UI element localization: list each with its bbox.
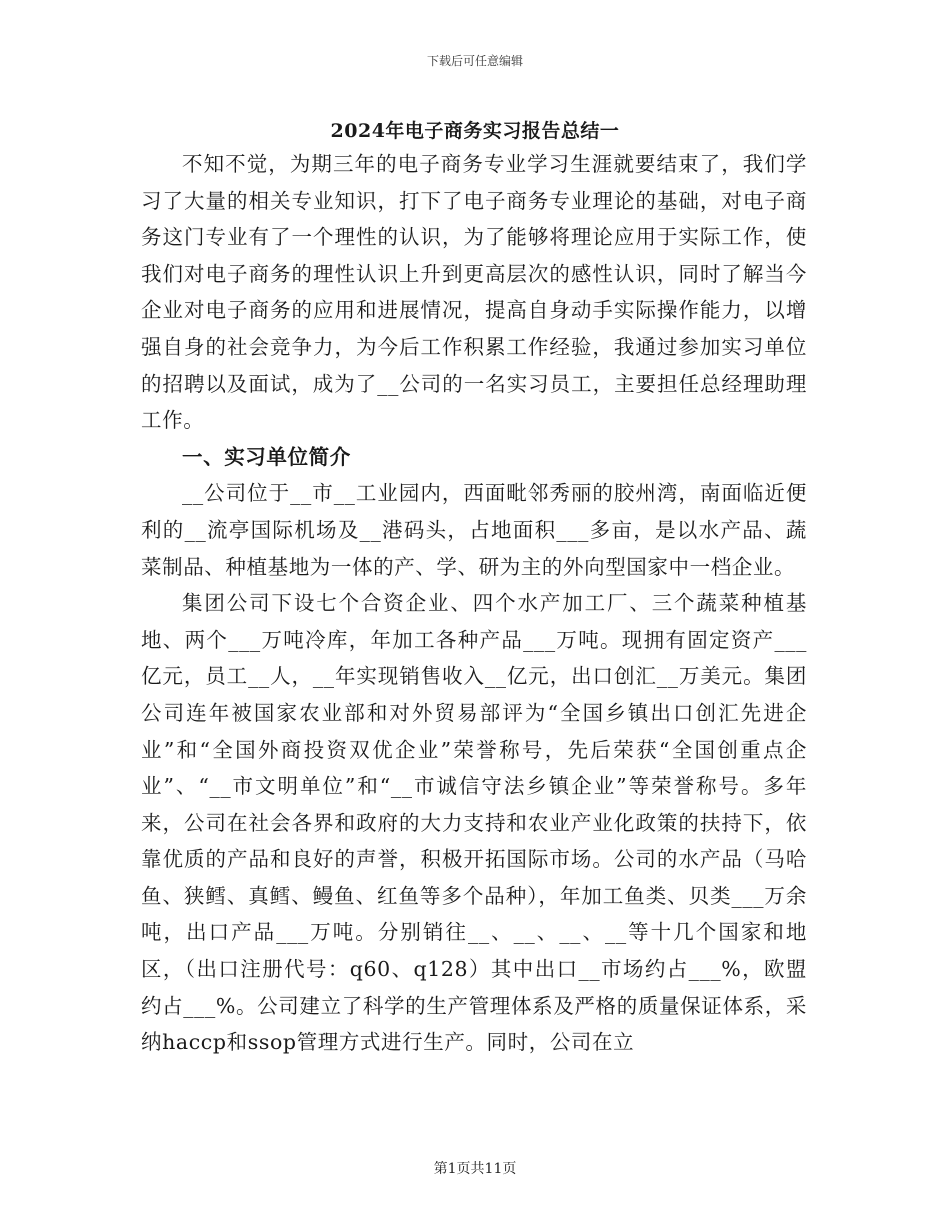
document-title: 2024年电子商务实习报告总结一	[330, 120, 620, 142]
company-location-paragraph: __公司位于__市__工业园内，西面毗邻秀丽的胶州湾，南面临近便利的__流亭国际机场及__港码头，占地面积___多亩，是以水产品、蔬菜制品、种植基地为一体的产、学、研为主的外向型国家中一档企业。	[141, 481, 807, 579]
page-number: 第1页共11页	[433, 1161, 517, 1177]
intro-paragraph: 不知不觉，为期三年的电子商务专业学习生涯就要结束了，我们学习了大量的相关专业知识，打下了电子商务专业理论的基础，对电子商务这门专业有了一个理性的认识，为了能够将理论应用于实际工作，使我们对电子商务的理性认识上升到更高层次的感性认识，同时了解当今企业对电子商务的应用和进展情况，提高自身动手实际操作能力，以增强自身的社会竞争力，为今后工作积累工作经验，我通过参加实习单位的招聘以及面试，成为了__公司的一名实习员工，主要担任总经理助理工作。	[141, 152, 807, 433]
company-group-paragraph: 集团公司下设七个合资企业、四个水产加工厂、三个蔬菜种植基地、两个___万吨冷库，年加工各种产品___万吨。现拥有固定资产___亿元，员工__人，__年实现销售收入__亿元，出口创汇__万美元。集团公司连年被国家农业部和对外贸易部评为“全国乡镇出口创汇先进企业”和“全国外商投资双优企业”荣誉称号，先后荣获“全国创重点企业”、“__市文明单位”和“__市诚信守法乡镇企业”等荣誉称号。多年来，公司在社会各界和政府的大力支持和农业产业化政策的扶持下，依靠优质的产品和良好的声誉，积极开拓国际市场。公司的水产品（马哈鱼、狭鳕、真鳕、鳗鱼、红鱼等多个品种），年加工鱼类、贝类___万余吨，出口产品___万吨。分别销往__、__、__、__等十几个国家和地区，（出口注册代号：q60、q128）其中出口__市场约占___%，欧盟约占___%。公司建立了科学的生产管理体系及严格的质量保证体系，采纳haccp和ssop管理方式进行生产。同时，公司在立	[141, 591, 807, 1055]
page-header-note: 下载后可任意编辑	[426, 54, 523, 68]
document-body	[141, 146, 807, 1061]
section-heading-company-intro: 一、实习单位简介	[182, 444, 351, 469]
